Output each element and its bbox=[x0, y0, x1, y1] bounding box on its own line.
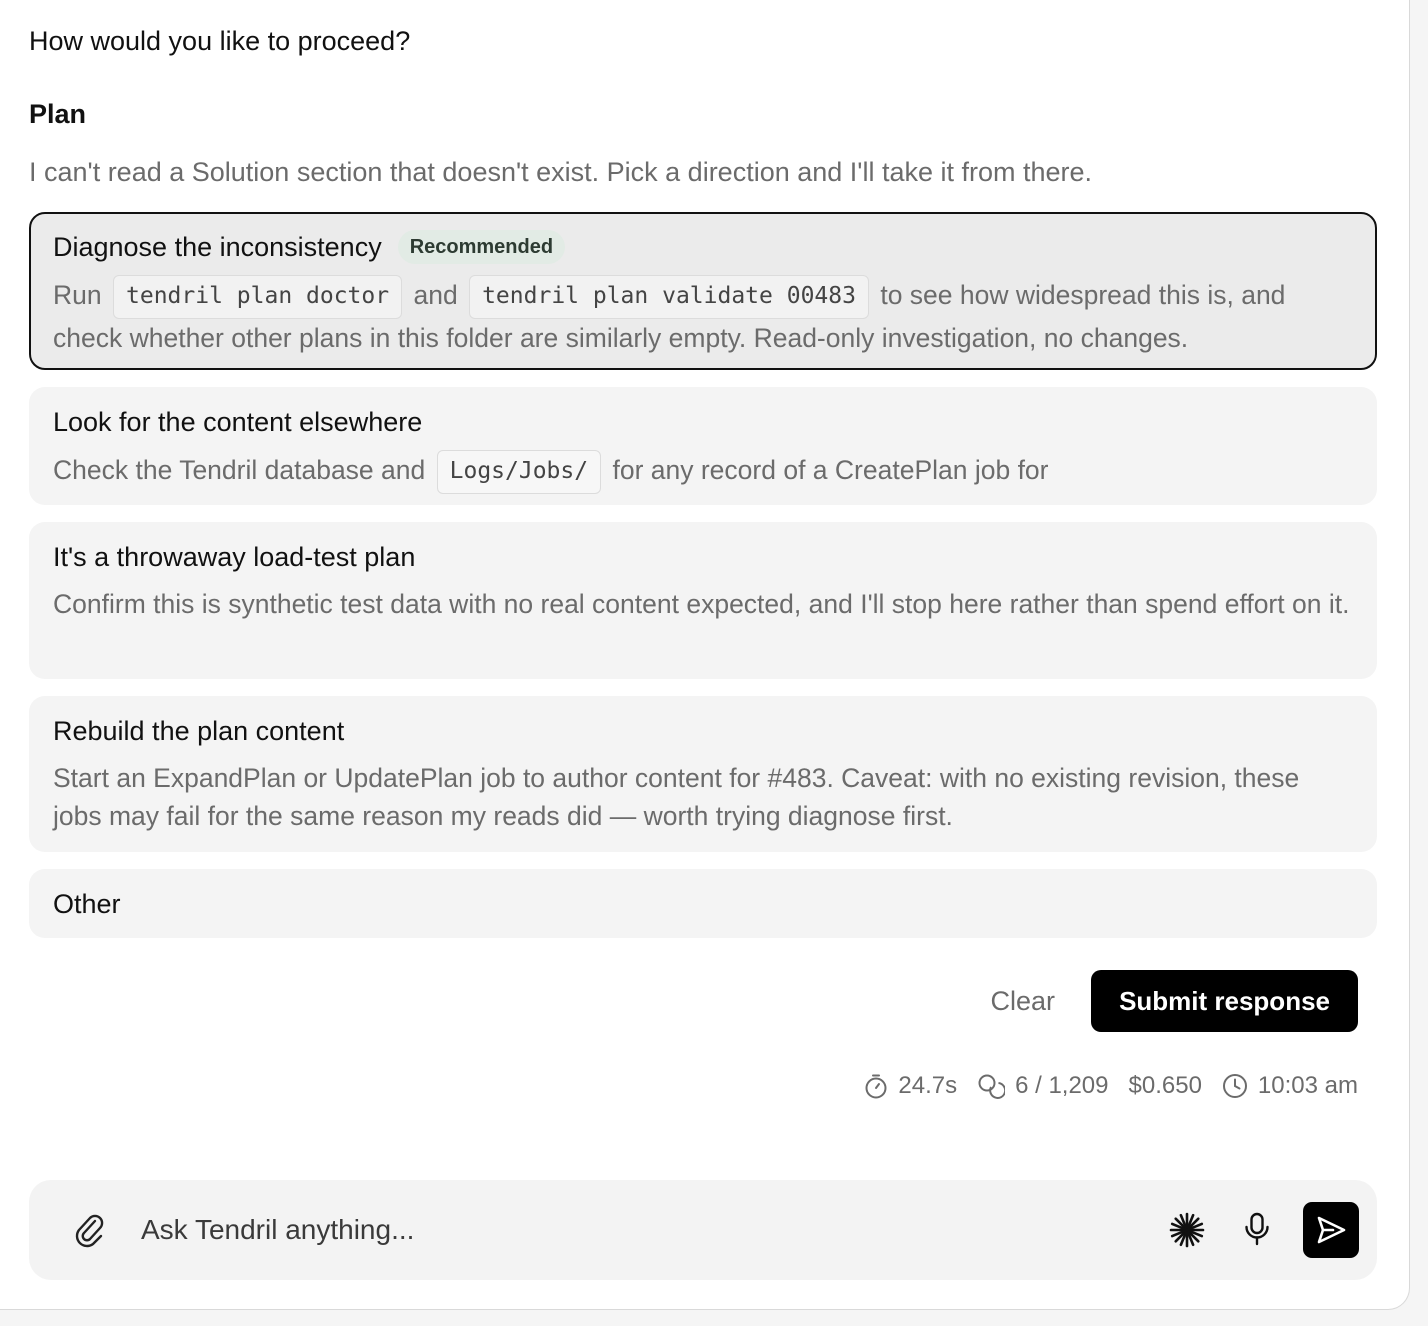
microphone-icon[interactable] bbox=[1243, 1212, 1271, 1253]
question-heading: How would you like to proceed? bbox=[29, 26, 411, 56]
code-snippet-doctor: tendril plan doctor bbox=[113, 275, 402, 319]
option-description: Confirm this is synthetic test data with no real content expected, and I'll stop here rather than spend effort on it. bbox=[53, 589, 1350, 619]
asterisk-icon[interactable] bbox=[1169, 1212, 1205, 1253]
send-icon bbox=[1315, 1214, 1347, 1246]
clock-icon bbox=[1222, 1073, 1248, 1099]
send-button[interactable] bbox=[1303, 1202, 1359, 1258]
paperclip-icon[interactable] bbox=[73, 1212, 105, 1253]
duration-value: 24.7s bbox=[898, 1072, 958, 1099]
clear-button[interactable]: Clear bbox=[990, 985, 1056, 1016]
tokens-value: 6 / 1,209 bbox=[1015, 1072, 1109, 1099]
option-title: It's a throwaway load-test plan bbox=[53, 542, 416, 572]
option-title: Rebuild the plan content bbox=[53, 716, 345, 746]
message-input[interactable] bbox=[141, 1206, 1141, 1254]
option-title: Diagnose the inconsistency bbox=[53, 232, 382, 262]
option-look-elsewhere[interactable] bbox=[29, 387, 1377, 505]
response-actions bbox=[991, 970, 1358, 1032]
cost-stat bbox=[1129, 1072, 1202, 1100]
option-title: Other bbox=[53, 889, 121, 919]
desc-text: to see how widespread this is, and check whether other plans in this folder are similarly empty. Read-only investigation, no changes. bbox=[53, 280, 1286, 353]
plan-title: Plan bbox=[29, 99, 87, 129]
duration-stat bbox=[864, 1072, 957, 1100]
desc-text: Run bbox=[53, 280, 102, 310]
time-value: 10:03 am bbox=[1257, 1072, 1358, 1099]
stopwatch-icon bbox=[864, 1073, 888, 1099]
tokens-stat bbox=[977, 1072, 1108, 1100]
desc-text: for any record of a CreatePlan job for bbox=[612, 455, 1049, 485]
option-description bbox=[53, 450, 1353, 494]
recommended-badge: Recommended bbox=[398, 230, 565, 264]
time-stat bbox=[1222, 1072, 1358, 1100]
cost-value: $0.650 bbox=[1128, 1072, 1202, 1099]
code-snippet-logs: Logs/Jobs/ bbox=[437, 450, 601, 494]
option-title: Look for the content elsewhere bbox=[53, 407, 423, 437]
message-composer bbox=[29, 1180, 1377, 1280]
option-diagnose[interactable] bbox=[29, 212, 1377, 370]
desc-text: Check the Tendril database and bbox=[53, 455, 426, 485]
option-description: Start an ExpandPlan or UpdatePlan job to author content for #483. Caveat: with no existing revision, these jobs may fail for the same reason my reads did — worth trying diagnose first. bbox=[53, 763, 1300, 831]
message-stats bbox=[844, 1072, 1358, 1100]
plan-description: I can't read a Solution section that doesn't exist. Pick a direction and I'll take it from there. bbox=[29, 157, 1093, 187]
submit-response-button[interactable]: Submit response bbox=[1091, 970, 1358, 1032]
option-throwaway[interactable] bbox=[29, 522, 1377, 679]
code-snippet-validate: tendril plan validate 00483 bbox=[469, 275, 869, 319]
option-description bbox=[53, 275, 1353, 357]
option-rebuild[interactable] bbox=[29, 696, 1377, 852]
tokens-icon bbox=[977, 1073, 1005, 1099]
desc-text: and bbox=[413, 280, 458, 310]
option-other[interactable] bbox=[29, 869, 1377, 938]
